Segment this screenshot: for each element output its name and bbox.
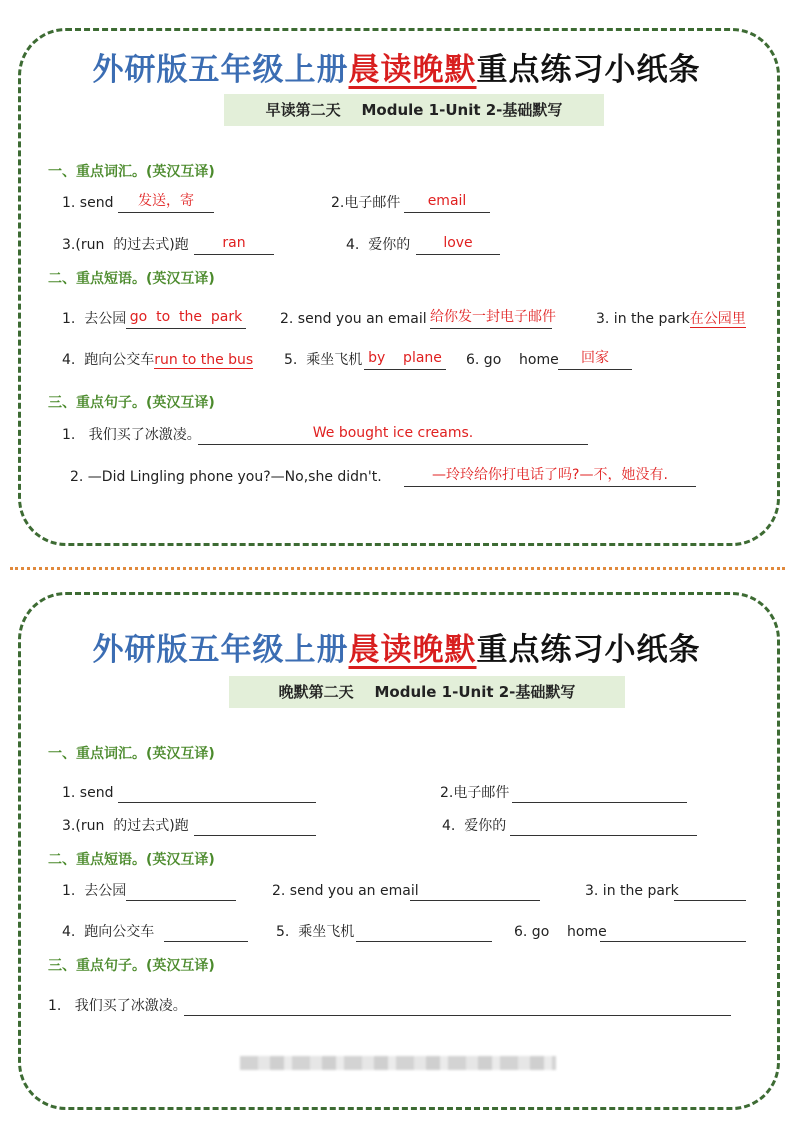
bottom-phrase-5-question: 5. 乘坐飞机 xyxy=(276,924,355,940)
top-vocab-1-answer: 发送，寄 xyxy=(118,192,214,213)
bottom-vocab-1-question: 1. send xyxy=(62,785,114,801)
top-section-sentences: 三、重点句子。(英汉互译) xyxy=(48,395,215,411)
bottom-title xyxy=(0,624,793,669)
top-phrase-2-answer: 给你发一封电子邮件 xyxy=(430,308,552,329)
bottom-phrase-3-blank[interactable] xyxy=(674,880,746,901)
top-phrase-1-answer: go to the park xyxy=(126,308,246,329)
bottom-vocab-4-question: 4. 爱你的 xyxy=(442,818,507,834)
bottom-phrase-4-question: 4. 跑向公交车 xyxy=(62,924,155,940)
bottom-phrase-5-blank[interactable] xyxy=(356,921,492,942)
bottom-subtitle: 晚默第二天 Module 1-Unit 2-基础默写 xyxy=(229,676,625,708)
bottom-section-vocab: 一、重点词汇。(英汉互译) xyxy=(48,746,215,762)
top-title-black: 重点练习小纸条 xyxy=(476,52,701,88)
cut-line-divider xyxy=(10,567,785,570)
top-vocab-2-answer: email xyxy=(404,192,490,213)
top-title-blue: 外研版五年级上册 xyxy=(92,52,349,88)
bottom-phrase-1-question: 1. 去公园 xyxy=(62,883,127,899)
bottom-vocab-2-blank[interactable] xyxy=(512,782,687,803)
bottom-title-black: 重点练习小纸条 xyxy=(476,632,701,668)
top-vocab-3-question: 3.(run 的过去式)跑 xyxy=(62,237,189,253)
top-phrase-5-question: 5. 乘坐飞机 xyxy=(284,352,363,368)
bottom-vocab-1-blank[interactable] xyxy=(118,782,316,803)
top-title xyxy=(0,44,793,89)
blurred-watermark-bar xyxy=(240,1056,556,1070)
top-sentence-2-answer: —玲玲给你打电话了吗?—不，她没有. xyxy=(404,466,696,487)
top-phrase-4-answer: run to the bus xyxy=(154,352,254,368)
top-phrase-1-question: 1. 去公园 xyxy=(62,311,127,327)
top-vocab-4-answer: love xyxy=(416,234,500,255)
top-phrase-2-question: 2. send you an email xyxy=(280,311,427,327)
top-sentence-1-answer: We bought ice creams. xyxy=(198,424,588,445)
bottom-sentence-1-blank[interactable] xyxy=(184,995,731,1016)
top-sentence-1-question: 1. 我们买了冰激凌。 xyxy=(62,427,201,443)
top-phrase-6-answer: 回家 xyxy=(558,349,632,370)
bottom-phrase-2-question: 2. send you an email xyxy=(272,883,419,899)
top-phrase-4 xyxy=(62,350,253,370)
top-title-red: 晨读晚默 xyxy=(348,52,477,88)
top-section-phrases: 二、重点短语。(英汉互译) xyxy=(48,271,215,287)
bottom-phrase-6-question: 6. go home xyxy=(514,924,607,940)
bottom-phrase-4-blank[interactable] xyxy=(164,921,248,942)
top-phrase-3-question: 3. in the park xyxy=(596,311,690,327)
top-vocab-1-question: 1. send xyxy=(62,195,114,211)
top-vocab-3-answer: ran xyxy=(194,234,274,255)
bottom-vocab-2-question: 2.电子邮件 xyxy=(440,785,510,801)
bottom-sentence-1-question: 1. 我们买了冰激凌。 xyxy=(48,998,187,1014)
top-phrase-4-question: 4. 跑向公交车 xyxy=(62,352,155,368)
bottom-phrase-1-blank[interactable] xyxy=(126,880,236,901)
bottom-section-phrases: 二、重点短语。(英汉互译) xyxy=(48,852,215,868)
bottom-vocab-4-blank[interactable] xyxy=(510,815,697,836)
top-phrase-3-answer: 在公园里 xyxy=(689,311,746,327)
top-phrase-5-answer: by plane xyxy=(364,349,446,370)
bottom-phrase-6-blank[interactable] xyxy=(600,921,746,942)
bottom-vocab-3-question: 3.(run 的过去式)跑 xyxy=(62,818,189,834)
top-phrase-3 xyxy=(596,309,746,329)
bottom-phrase-3-question: 3. in the park xyxy=(585,883,679,899)
top-sentence-2-question: 2. —Did Lingling phone you?—No,she didn't. xyxy=(70,469,382,485)
bottom-vocab-3-blank[interactable] xyxy=(194,815,316,836)
bottom-title-blue: 外研版五年级上册 xyxy=(92,632,349,668)
top-vocab-2-question: 2.电子邮件 xyxy=(331,195,401,211)
top-phrase-6-question: 6. go home xyxy=(466,352,559,368)
top-subtitle: 早读第二天 Module 1-Unit 2-基础默写 xyxy=(224,94,604,126)
top-section-vocab: 一、重点词汇。(英汉互译) xyxy=(48,164,215,180)
bottom-phrase-2-blank[interactable] xyxy=(410,880,540,901)
bottom-section-sentences: 三、重点句子。(英汉互译) xyxy=(48,958,215,974)
top-vocab-4-question: 4. 爱你的 xyxy=(346,237,411,253)
bottom-title-red: 晨读晚默 xyxy=(348,632,477,668)
